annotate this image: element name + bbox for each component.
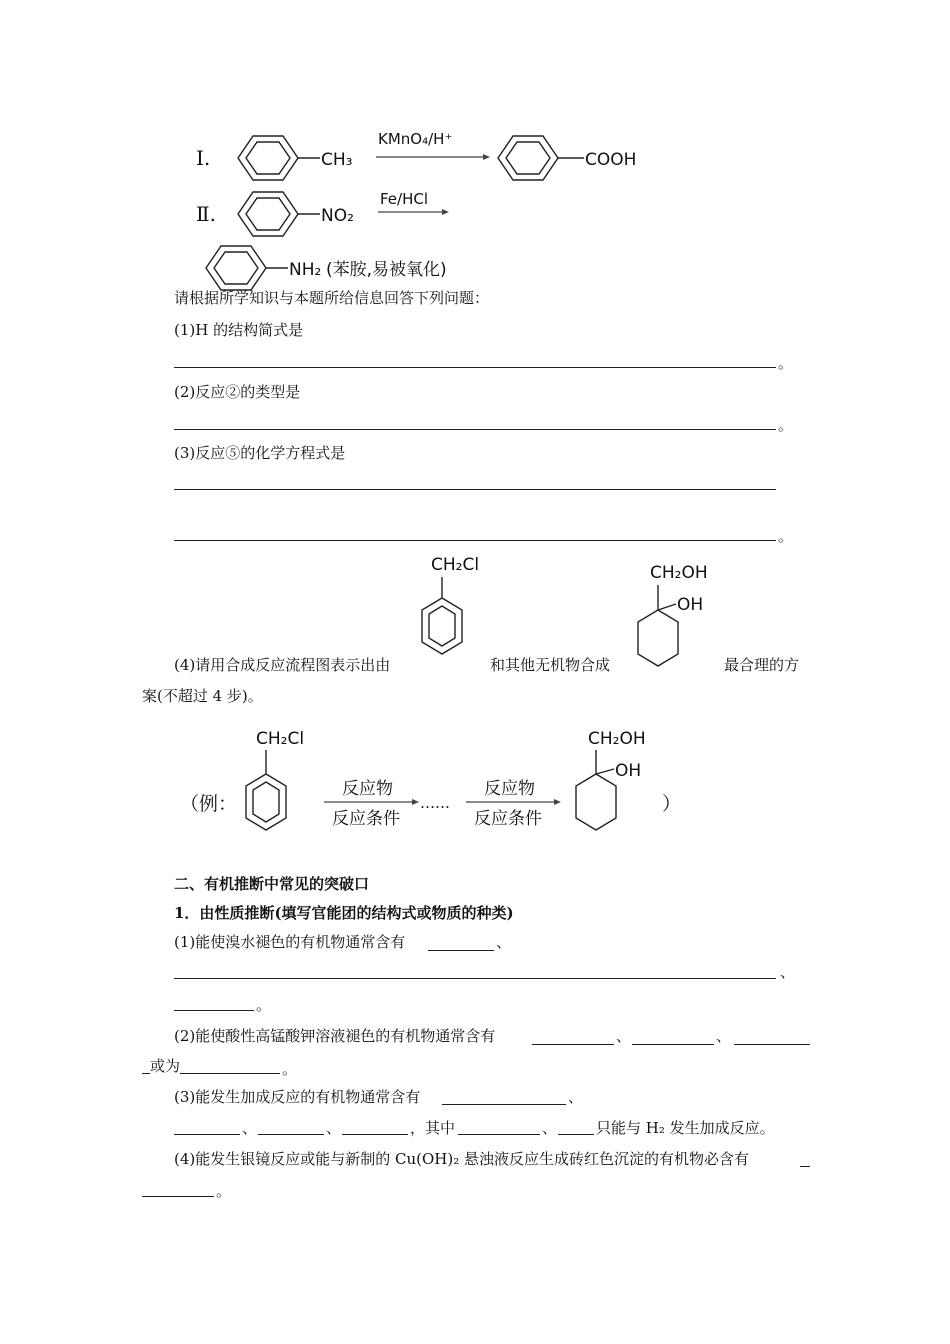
reaction-1-reactant-group: CH₃ [321,150,353,170]
diol-group-oh: OH [677,595,704,615]
item-1-text: (1)能使溴水褪色的有机物通常含有 [174,933,406,951]
question-1: (1)H 的结构简式是 [174,321,304,339]
nitrobenzene-ring [238,192,298,236]
reaction-1-product-group: COOH [585,150,637,170]
period: 。 [256,996,272,1014]
question-4-part-b: 和其他无机物合成 [490,656,611,674]
answer-2-line[interactable] [174,429,776,430]
benzyl-chloride-structure [410,550,500,670]
separator: 、 [242,1119,258,1137]
arrow-1-top-label: 反应物 [342,779,393,799]
reaction-2-reactant-group: NO₂ [321,206,354,226]
cyclohexane-ring [638,610,678,666]
reaction-1-label: Ⅰ. [196,146,211,170]
period: 。 [778,354,794,372]
section-2-subtitle: 1．由性质推断(填写官能团的结构式或物质的种类) [174,904,514,922]
item-2-blank-4[interactable] [180,1073,280,1074]
aniline-group: NH₂ [289,260,322,280]
item-2-blank-2[interactable] [632,1044,714,1045]
diol-product-structure [624,556,734,676]
item-2-blank-3-cont[interactable] [142,1073,150,1074]
item-3-blank-6[interactable] [558,1134,594,1135]
example-product-ch2oh: CH₂OH [588,729,646,749]
reaction-2-label: Ⅱ. [196,202,216,226]
separator: 、 [780,963,796,981]
example-close-paren: ） [662,793,682,815]
example-benzyl-ring [246,774,286,830]
item-2-or: 或为 [150,1057,181,1075]
item-2-blank-1[interactable] [532,1044,614,1045]
intro-text: 请根据所学知识与本题所给信息回答下列问题： [174,289,490,307]
separator: 、 [542,1119,558,1137]
item-3-blank-2[interactable] [174,1134,240,1135]
separator: 、 [496,933,512,951]
example-open-paren: （例： [180,793,238,815]
arrow-1-bottom-label: 反应条件 [332,809,400,829]
question-2: (2)反应②的类型是 [174,383,301,401]
period: 。 [778,527,794,545]
aniline-ring [206,246,266,290]
separator: 、 [568,1088,584,1106]
separator: 、 [326,1119,342,1137]
example-flow-diagram [180,722,720,842]
reaction-2-reagent: Fe/HCl [380,190,429,208]
item-3-blank-5[interactable] [458,1134,540,1135]
separator: 、 [716,1027,732,1045]
item-3-tail: 只能与 H₂ 发生加成反应。 [596,1119,775,1137]
item-1-blank-2[interactable] [174,978,776,979]
answer-1-line[interactable] [174,367,776,368]
item-1-blank-3[interactable] [174,1010,254,1011]
reaction-2-scheme [228,186,488,246]
section-2-title: 二、有机推断中常见的突破口 [174,875,370,893]
example-reactant-group: CH₂Cl [256,729,305,749]
arrow-2-top-label: 反应物 [484,779,535,799]
question-4-line-2: 案(不超过 4 步)。 [142,687,263,705]
benzoic-ring [498,136,558,180]
reaction-1-reagent: KMnO₄/H⁺ [378,130,453,148]
item-3-blank-4[interactable] [342,1134,408,1135]
item-1-blank-1[interactable] [428,950,494,951]
item-2-blank-3[interactable] [734,1044,810,1045]
toluene-ring [238,136,298,180]
question-4-part-c: 最合理的方 [724,656,800,674]
answer-3-line-2[interactable] [174,540,776,541]
separator: 、 [616,1027,632,1045]
item-4-blank[interactable] [142,1196,214,1197]
aniline-note: (苯胺,易被氧化) [326,260,447,280]
example-product-oh: OH [615,761,642,781]
item-4-blank-start[interactable] [800,1166,810,1167]
benzyl-chloride-group: CH₂Cl [431,555,480,575]
item-3-text: (3)能发生加成反应的有机物通常含有 [174,1088,421,1106]
item-2-text: (2)能使酸性高锰酸钾溶液褪色的有机物通常含有 [174,1027,496,1045]
question-3: (3)反应⑤的化学方程式是 [174,444,346,462]
item-3-blank-1[interactable] [442,1104,566,1105]
period: 。 [282,1060,298,1078]
item-3-blank-3[interactable] [258,1134,324,1135]
question-4-part-a: (4)请用合成反应流程图表示出由 [174,656,391,674]
arrow-2-bottom-label: 反应条件 [474,809,542,829]
item-4-text: (4)能发生银镜反应或能与新制的 Cu(OH)₂ 悬浊液反应生成砖红色沉淀的有机物必含有 [174,1150,750,1168]
example-dots: …… [420,794,450,812]
benzyl-ring [422,598,462,654]
period: 。 [216,1182,232,1200]
diol-group-ch2oh: CH₂OH [650,563,708,583]
period: 。 [778,416,794,434]
example-cyclohexane-ring [576,774,616,830]
item-3-among: ，其中 [410,1119,456,1137]
answer-3-line-1[interactable] [174,489,776,490]
